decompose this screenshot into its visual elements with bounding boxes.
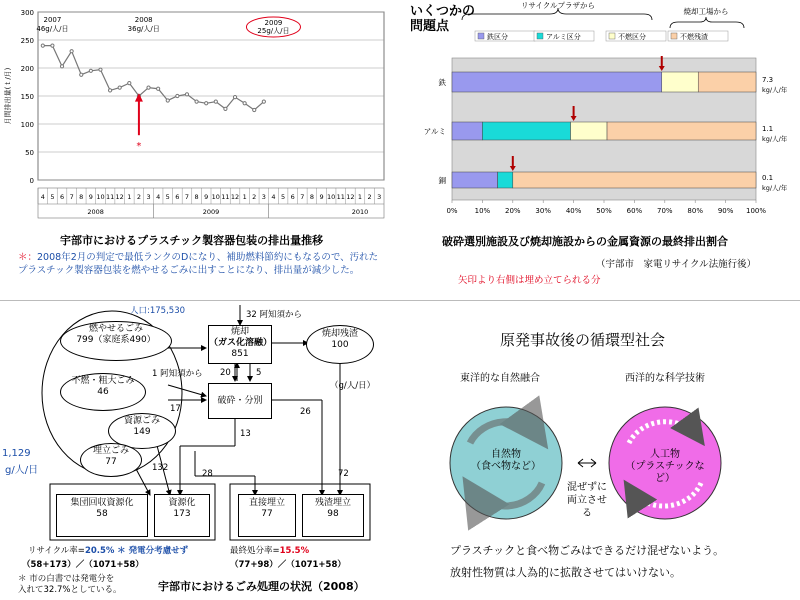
xtick-label: 6 [290, 193, 295, 201]
source-resource-name: 資源ごみ [123, 416, 160, 426]
xtick-label: 9 [204, 193, 209, 201]
right-unit-label: kg/人/年 [762, 135, 788, 143]
data-point [253, 108, 256, 111]
source-nonburnable-name: 不燃・粗大ごみ [71, 376, 135, 386]
problems-title-line2: 問題点 [410, 19, 450, 34]
resource-value: 173 [173, 509, 191, 519]
xtick-label: 10 [211, 193, 220, 201]
xtick-label: 7 [184, 193, 190, 201]
residue-landfill-name: 残渣埋立 [314, 498, 351, 508]
data-point [80, 73, 83, 76]
data-point [41, 44, 44, 47]
xtick-label: 1 [357, 193, 363, 201]
metal-stacked-bar-chart [400, 0, 800, 228]
flow-72: 72 [338, 469, 349, 479]
crushing-name: 破砕・分別 [217, 396, 263, 406]
metal-ratio-panel [400, 0, 800, 300]
xtick-label: 10 [326, 193, 336, 201]
data-point [243, 102, 246, 105]
group-collection-value: 58 [96, 509, 108, 519]
xtick-label: 2 [367, 193, 372, 201]
note-marker: ＊： [18, 252, 38, 263]
xtick-label: 70% [657, 207, 673, 215]
source-burnable-name: 燃やせるごみ [88, 324, 143, 334]
flow-26: 26 [300, 407, 311, 417]
ytick-label: 150 [20, 93, 34, 101]
chart1-caption: 宇部市におけるプラスチック製容器包装の排出量推移 [60, 234, 324, 247]
legend-swatch [478, 33, 484, 39]
ytick-label: 250 [20, 37, 34, 45]
data-point [108, 89, 111, 92]
year-group-label: 2009 [202, 208, 220, 216]
ytick-label: 300 [20, 9, 34, 17]
data-point [224, 107, 227, 110]
ash-value: 100 [331, 340, 349, 350]
ytick-label: 50 [25, 149, 34, 157]
xtick-label: 5 [165, 193, 170, 201]
recycle-value: 20.5% [84, 546, 115, 556]
resource-box [154, 494, 210, 537]
nature-label-2: （食べ物など） [471, 461, 541, 472]
data-point [118, 86, 121, 89]
callout-2008-year: 2008 [134, 16, 153, 24]
brace-recycle-label: リサイクルプラザから [521, 1, 595, 10]
incinerator-sub: （ガス化溶融） [209, 338, 273, 348]
data-point [233, 96, 236, 99]
xtick-label: 4 [40, 193, 45, 201]
xtick-label: 6 [59, 193, 65, 201]
recycle-label: リサイクル率= [28, 546, 85, 556]
callout-2009-rate: 25g/人/日 [257, 27, 290, 35]
concept-title: 原発事故後の循環型社会 [500, 331, 666, 349]
emission-trend-panel [0, 0, 400, 300]
xtick-label: 9 [319, 193, 324, 201]
statement-line2: 放射性物質は人為的に拡散させてはいけない。 [450, 566, 681, 579]
data-point [166, 99, 169, 102]
problems-title-line1: いくつかの [410, 4, 476, 19]
group-collection-box [56, 494, 148, 537]
final-label: 最終処分率= [230, 546, 280, 556]
data-point [214, 100, 217, 103]
xtick-label: 3 [261, 193, 266, 201]
bar-segment [662, 72, 698, 92]
chart2-caption: 破砕選別施設及び焼却施設からの金属資源の最終排出割合 [442, 235, 728, 248]
data-point [262, 100, 265, 103]
incinerator-name: 焼却 [230, 327, 249, 337]
xtick-label: 7 [69, 193, 74, 201]
legend-swatch [609, 33, 615, 39]
direct-landfill-box [238, 494, 296, 537]
nature-circle-label [470, 449, 542, 473]
legend-label: 鉄区分 [487, 33, 508, 41]
ytick-label: 200 [20, 65, 34, 73]
legend-swatch [537, 33, 543, 39]
xtick-label: 50% [596, 207, 612, 215]
xtick-label: 4 [271, 193, 276, 201]
waste-flow-panel [0, 301, 400, 600]
bar-segment [698, 72, 756, 92]
total-value: 1,129 [2, 448, 31, 459]
xtick-label: 11 [221, 193, 230, 201]
resource-name: 資源化 [168, 498, 196, 508]
recycle-formula: （58+173）／（1071+58） [22, 560, 144, 570]
source-burnable-value: 799（家庭系490） [76, 335, 156, 345]
direct-landfill-value: 77 [261, 509, 273, 519]
xtick-label: 8 [79, 193, 84, 201]
right-unit-label: kg/人/年 [762, 184, 788, 192]
year-group-label: 2008 [87, 208, 104, 216]
right-value-label: 7.3 [762, 76, 774, 84]
chart2-note: 矢印より右側は埋め立てられる分 [458, 275, 601, 286]
legend-swatch [671, 33, 677, 39]
final-rate [230, 544, 309, 556]
bar-segment [452, 72, 662, 92]
xtick-label: 12 [115, 193, 124, 201]
xtick-label: 11 [336, 193, 345, 201]
right-value-label: 0.1 [762, 174, 774, 182]
xtick-label: 1 [242, 193, 247, 201]
legend-label: アルミ区分 [546, 33, 581, 41]
footnote [18, 574, 122, 596]
xtick-label: 60% [626, 207, 643, 215]
data-point [99, 68, 102, 71]
right-heading: 西洋的な科学技術 [625, 373, 705, 384]
circular-society-panel [400, 301, 800, 600]
callout-2007-rate: 46g/人/日 [36, 25, 69, 33]
xtick-label: 7 [300, 193, 305, 201]
incinerator-box [208, 325, 272, 364]
year-group-label: 2010 [351, 208, 369, 216]
ytick-label: 100 [20, 121, 34, 129]
bar-segment [452, 122, 482, 140]
xtick-label: 1 [127, 193, 132, 201]
statement-line1: プラスチックと食べ物ごみはできるだけ混ぜないよう。 [450, 544, 725, 557]
xtick-label: 12 [230, 193, 240, 201]
xtick-label: 90% [717, 207, 734, 215]
red-star: * [136, 141, 142, 153]
flow-17: 17 [170, 404, 181, 414]
callout-2009-year: 2009 [264, 19, 283, 27]
legend-label: 不燃残渣 [680, 33, 708, 41]
emission-line-chart [0, 0, 400, 225]
residue-landfill-box [302, 494, 364, 537]
data-point [147, 86, 150, 89]
xtick-label: 20% [505, 207, 521, 215]
flow-20: 20 [220, 368, 231, 378]
artificial-label-1: 人工物 [650, 449, 680, 460]
brace-incin [670, 17, 744, 28]
recycle-star-note: ＊ 発電分考慮せず [117, 546, 189, 556]
xtick-label: 40% [565, 207, 582, 215]
crushing-box [208, 383, 272, 419]
brace-incin-label: 焼却工場から [683, 7, 729, 16]
middle-text [565, 481, 609, 520]
xtick-label: 11 [105, 193, 115, 201]
xtick-label: 8 [194, 193, 199, 201]
recycle-rate [28, 544, 188, 556]
bar-segment [571, 122, 607, 140]
xtick-label: 0% [446, 207, 458, 215]
middle-text-2: 両立させる [567, 495, 607, 519]
right-unit-label: kg/人/年 [762, 86, 788, 94]
xtick-label: 3 [377, 193, 382, 201]
legend-label: 不燃区分 [618, 33, 646, 41]
source-nonburnable-value: 46 [97, 387, 109, 397]
xtick-label: 30% [535, 207, 551, 215]
footnote-line1: ＊ 市の白書では発電分を [18, 574, 115, 584]
final-formula: （77+98）／（1071+58） [230, 560, 346, 570]
xtick-label: 2 [136, 193, 141, 201]
callout-2007-year: 2007 [43, 16, 62, 24]
total-unit: g/人/日 [5, 465, 39, 476]
xtick-label: 4 [156, 193, 161, 201]
xtick-label: 100% [745, 207, 767, 215]
flow-132: 132 [152, 463, 169, 473]
category-label: 銅 [438, 176, 446, 185]
population-label: 人口:175,530 [130, 306, 186, 316]
bar-segment [607, 122, 756, 140]
bar-segment [498, 172, 513, 188]
y-axis-label: 月間排出量(ｔ/月) [4, 67, 12, 125]
xtick-label: 12 [346, 193, 355, 201]
xtick-label: 5 [50, 193, 55, 201]
unit-right: （g/人/日） [330, 381, 376, 391]
flow-aso1: 1 阿知須から [152, 369, 203, 379]
data-point [89, 69, 92, 72]
category-label: 鉄 [438, 78, 446, 87]
source-resource-value: 149 [133, 427, 151, 437]
source-nonburnable [60, 373, 146, 411]
group-collection-name: 集団回収資源化 [70, 498, 134, 508]
final-value: 15.5% [279, 546, 310, 556]
residue-landfill-value: 98 [327, 509, 339, 519]
data-point [195, 100, 198, 103]
nature-label-1: 自然物 [491, 449, 521, 460]
direct-landfill-name: 直接埋立 [248, 498, 285, 508]
data-point [128, 82, 131, 85]
data-point [176, 94, 179, 97]
bar-segment [452, 172, 498, 188]
xtick-label: 9 [88, 193, 93, 201]
bar-segment [482, 122, 570, 140]
category-label: アルミ [423, 127, 446, 136]
xtick-label: 10 [96, 193, 105, 201]
xtick-label: 3 [146, 193, 151, 201]
source-landfill-name: 埋立ごみ [92, 446, 129, 456]
data-point [157, 87, 160, 90]
bar-segment [513, 172, 756, 188]
flow-28: 28 [202, 469, 213, 479]
data-point [70, 50, 73, 53]
left-heading: 東洋的な自然融合 [460, 373, 540, 384]
incinerator-value: 851 [231, 349, 249, 359]
xtick-label: 10% [474, 207, 491, 215]
ash-node [306, 325, 374, 364]
ytick-label: 0 [29, 177, 34, 185]
flow-13: 13 [240, 429, 251, 439]
data-point [185, 93, 188, 96]
data-point [60, 65, 63, 68]
flow-aso32: 32 阿知須から [246, 310, 303, 320]
flow-caption: 宇部市におけるごみ処理の状況（2008） [158, 580, 365, 593]
source-landfill-value: 77 [105, 457, 117, 467]
xtick-label: 5 [281, 193, 286, 201]
callout-2008-rate: 36g/人/日 [127, 25, 160, 33]
data-point [205, 102, 208, 105]
right-value-label: 1.1 [762, 125, 774, 133]
footnote-line2: 入れて32.7%としている。 [18, 585, 122, 595]
source-landfill [80, 443, 142, 477]
data-point [51, 44, 54, 47]
artificial-circle-label [619, 449, 711, 485]
artificial-label-2: （プラスチックなど） [625, 461, 705, 484]
xtick-label: 8 [309, 193, 314, 201]
ash-name: 焼却残渣 [321, 329, 358, 339]
xtick-label: 2 [252, 193, 257, 201]
flow-5: 5 [256, 368, 262, 378]
chart1-note [18, 251, 383, 277]
middle-text-1: 混ぜずに [567, 482, 607, 493]
chart2-source: （宇部市 家電リサイクル法施行後） [596, 259, 757, 270]
source-burnable [60, 321, 172, 361]
xtick-label: 80% [687, 207, 703, 215]
xtick-label: 6 [175, 193, 180, 201]
concept-graphic [400, 383, 800, 563]
note-text: 2008年2月の判定で最低ランクのDになり、補助燃料節約にもなるので、汚れたプラスチック製容器包装を燃やせるごみに出すことになり、排出量が減少した。 [18, 252, 379, 276]
